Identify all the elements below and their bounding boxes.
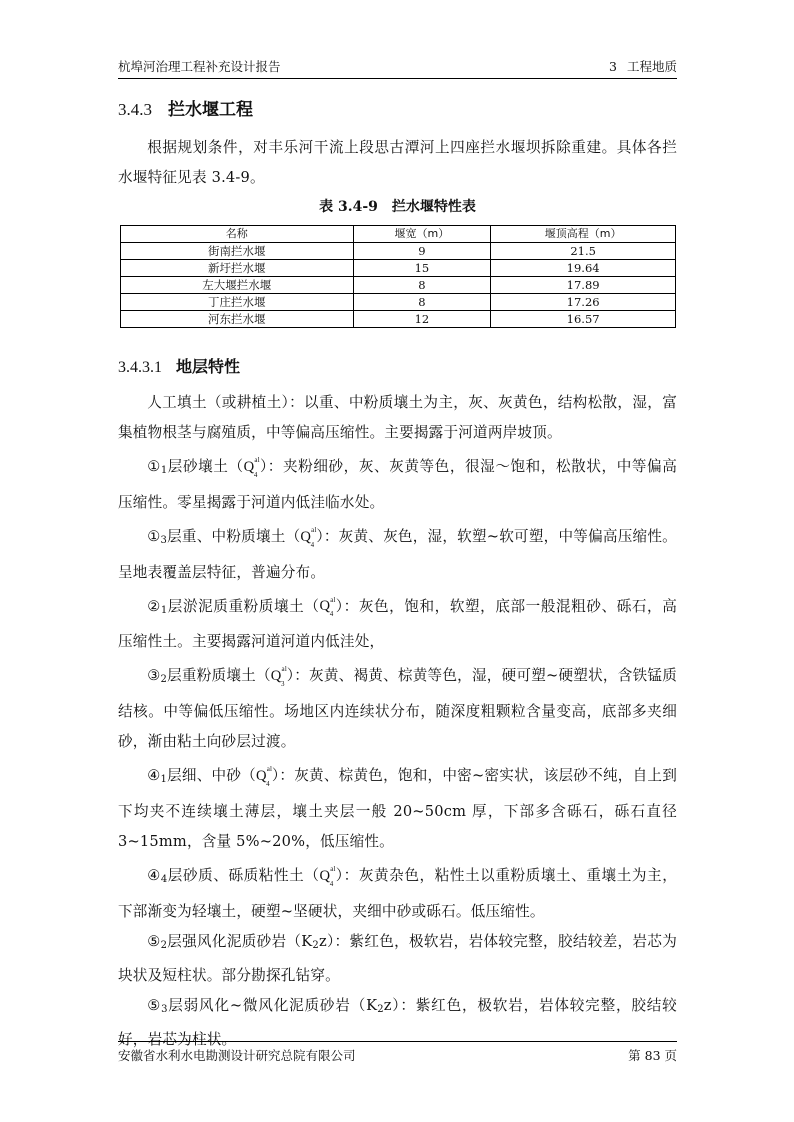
table-caption bbox=[118, 197, 677, 217]
page-footer bbox=[118, 1041, 677, 1064]
weir-table bbox=[120, 225, 676, 328]
section-number: 3.4.3 bbox=[118, 100, 152, 119]
table-row bbox=[121, 260, 676, 277]
subsection-heading bbox=[118, 350, 677, 384]
page-header bbox=[118, 55, 677, 79]
table-row bbox=[121, 311, 676, 328]
layer-1-1-paragraph: ①1层砂壤土（$Q^{al}_4$ ）：夹粉细砂，灰、灰黄等色，很湿～饱和，松散状，中等偏高压缩性。零星揭露于河道内低洼临水处。 bbox=[118, 456, 677, 511]
cell-crest: 21.5 bbox=[491, 243, 676, 260]
subsection-number: 3.4.3.1 bbox=[118, 359, 162, 376]
cell-crest: 17.89 bbox=[491, 277, 676, 294]
intro-paragraph: 根据规划条件，对丰乐河干流上段思古潭河上四座拦水堰坝拆除重建。具体各拦水堰特征见表 3.4-9。 bbox=[118, 139, 677, 186]
cell-width: 12 bbox=[353, 311, 491, 328]
cell-name: 丁庄拦水堰 bbox=[121, 294, 354, 311]
header-chapter-title: 工程地质 bbox=[626, 59, 677, 74]
section-title: 拦水堰工程 bbox=[168, 100, 253, 120]
cell-crest: 19.64 bbox=[491, 260, 676, 277]
subsection-title: 地层特性 bbox=[176, 357, 241, 376]
cell-name: 河东拦水堰 bbox=[121, 311, 354, 328]
geologic-age-q4al: $Q^{al}_4$ bbox=[255, 765, 273, 788]
geologic-age-q4al: $Q^{al}_4$ bbox=[243, 456, 260, 479]
layer-5-3-paragraph: ⑤3层弱风化~微风化泥质砂岩（K2z）：紫红色，极软岩，岩体较完整，胶结较好，岩芯为柱状。 bbox=[118, 996, 677, 1048]
cell-width: 15 bbox=[353, 260, 491, 277]
table-row bbox=[121, 243, 676, 260]
table-caption-title: 拦水堰特性表 bbox=[391, 199, 476, 215]
table-caption-number: 表 3.4-9 bbox=[319, 199, 378, 215]
col-header-name: 名称 bbox=[121, 226, 354, 243]
col-header-width: 堰宽（m） bbox=[353, 226, 491, 243]
footer-company: 安徽省水利水电勘测设计研究总院有限公司 bbox=[118, 1048, 356, 1063]
header-report-title: 杭埠河治理工程补充设计报告 bbox=[118, 59, 281, 74]
geologic-age-q4al: $Q^{al}_4$ bbox=[300, 525, 317, 549]
table-header-row bbox=[121, 226, 676, 243]
cell-width: 8 bbox=[353, 294, 491, 311]
geologic-age-q4al: $Q^{al}_4$ bbox=[319, 864, 336, 888]
layer-4-1-paragraph: ④1层细、中砂（$Q^{al}_4$ ）：灰黄、棕黄色，饱和，中密~密实状，该层砂不纯，自上到下均夹不连续壤土薄层，壤土夹层一般 20~50cm 厚，下部多含砾石，砾石直径 3~15mm，含量 5%~20%，低压缩性。 bbox=[118, 765, 677, 850]
layer-1-3-paragraph: ①3层重、中粉质壤土（$Q^{al}_4$ ）：灰黄、灰色，湿，软塑~软可塑，中等偏高压缩性。呈地表覆盖层特征，普遍分布。 bbox=[118, 525, 677, 581]
layer-2-1-paragraph: ②1层淤泥质重粉质壤土（$Q^{al}_4$ ）：灰色，饱和，软塑，底部一般混粗砂、砾石，高压缩性土。主要揭露河道河道内低洼处， bbox=[118, 595, 677, 651]
col-header-crest: 堰顶高程（m） bbox=[491, 226, 676, 243]
table-row bbox=[121, 294, 676, 311]
header-chapter-num: 3 bbox=[609, 59, 617, 74]
cell-width: 9 bbox=[353, 243, 491, 260]
layer-5-2-paragraph: ⑤2层强风化泥质砂岩（K2z）：紫红色，极软岩，岩体较完整，胶结较差，岩芯为块状及短柱状。部分勘探孔钻穿。 bbox=[118, 932, 677, 984]
footer-page-number: 第 83 页 bbox=[628, 1048, 677, 1063]
page-content bbox=[118, 93, 677, 1055]
cell-width: 8 bbox=[353, 277, 491, 294]
layer-fill-paragraph: 人工填土（或耕植土）：以重、中粉质壤土为主，灰、灰黄色，结构松散，湿，富集植物根茎与腐殖质，中等偏高压缩性。主要揭露于河道两岸坡顶。 bbox=[118, 394, 677, 441]
layer-4-4-paragraph: ④4层砂质、砾质粘性土（$Q^{al}_4$ ）：灰黄杂色，粘性土以重粉质壤土、重壤土为主，下部渐变为轻壤土，硬塑~坚硬状，夹细中砂或砾石。低压缩性。 bbox=[118, 864, 677, 920]
cell-crest: 16.57 bbox=[491, 311, 676, 328]
cell-name: 左大堰拦水堰 bbox=[121, 277, 354, 294]
cell-crest: 17.26 bbox=[491, 294, 676, 311]
geologic-age-q4al: $Q^{al}_4$ bbox=[319, 595, 336, 619]
header-chapter bbox=[603, 57, 677, 75]
cell-name: 街南拦水堰 bbox=[121, 243, 354, 260]
cell-name: 新圩拦水堰 bbox=[121, 260, 354, 277]
layer-3-2-paragraph: ③2层重粉质壤土（$Q^{al}_3$ ）：灰黄、褐黄、棕黄等色，湿，硬可塑~硬塑状，含铁锰质结核。中等偏低压缩性。场地区内连续状分布，随深度粗颗粒含量变高，底部多夹细砂，渐由粘土向砂层过渡。 bbox=[118, 665, 677, 751]
section-heading bbox=[118, 93, 677, 127]
geologic-age-q3al: $Q^{al}_3$ bbox=[270, 665, 287, 689]
table-row bbox=[121, 277, 676, 294]
